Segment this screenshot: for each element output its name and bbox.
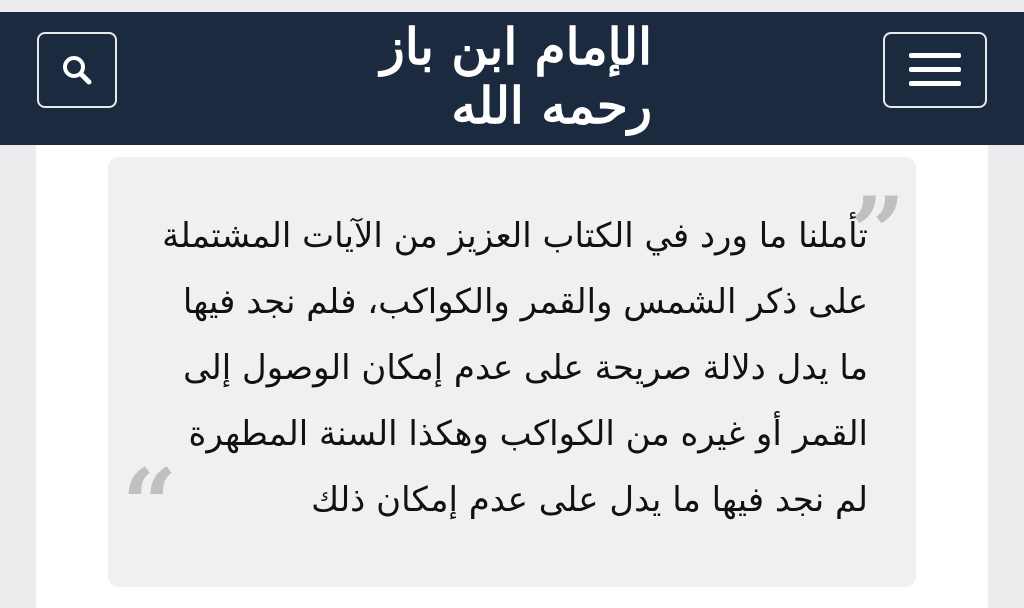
menu-button[interactable] [883,32,987,108]
site-logo[interactable] [352,17,652,135]
search-icon [60,53,94,87]
quote-card [108,157,916,587]
top-strip [0,0,1024,12]
site-header [0,12,1024,145]
hamburger-menu-icon [907,50,963,90]
search-button[interactable] [37,32,117,108]
open-quote-mark: ” [850,176,906,289]
close-quote-mark: “ [122,448,178,561]
logo-text: الإمام ابن باز رحمه الله [380,17,652,135]
quote-text: تأملنا ما ورد في الكتاب العزيز من الآيات المشتملة على ذكر الشمس والقمر والكواكب، فلم نجد فيها ما يدل دلالة صريحة على عدم إمكان الوصول إلى القمر أو غيره من الكواكب وهكذا السنة المطهرة لم نجد فيها ما يدل على عدم إمكان ذلك [162,216,868,520]
